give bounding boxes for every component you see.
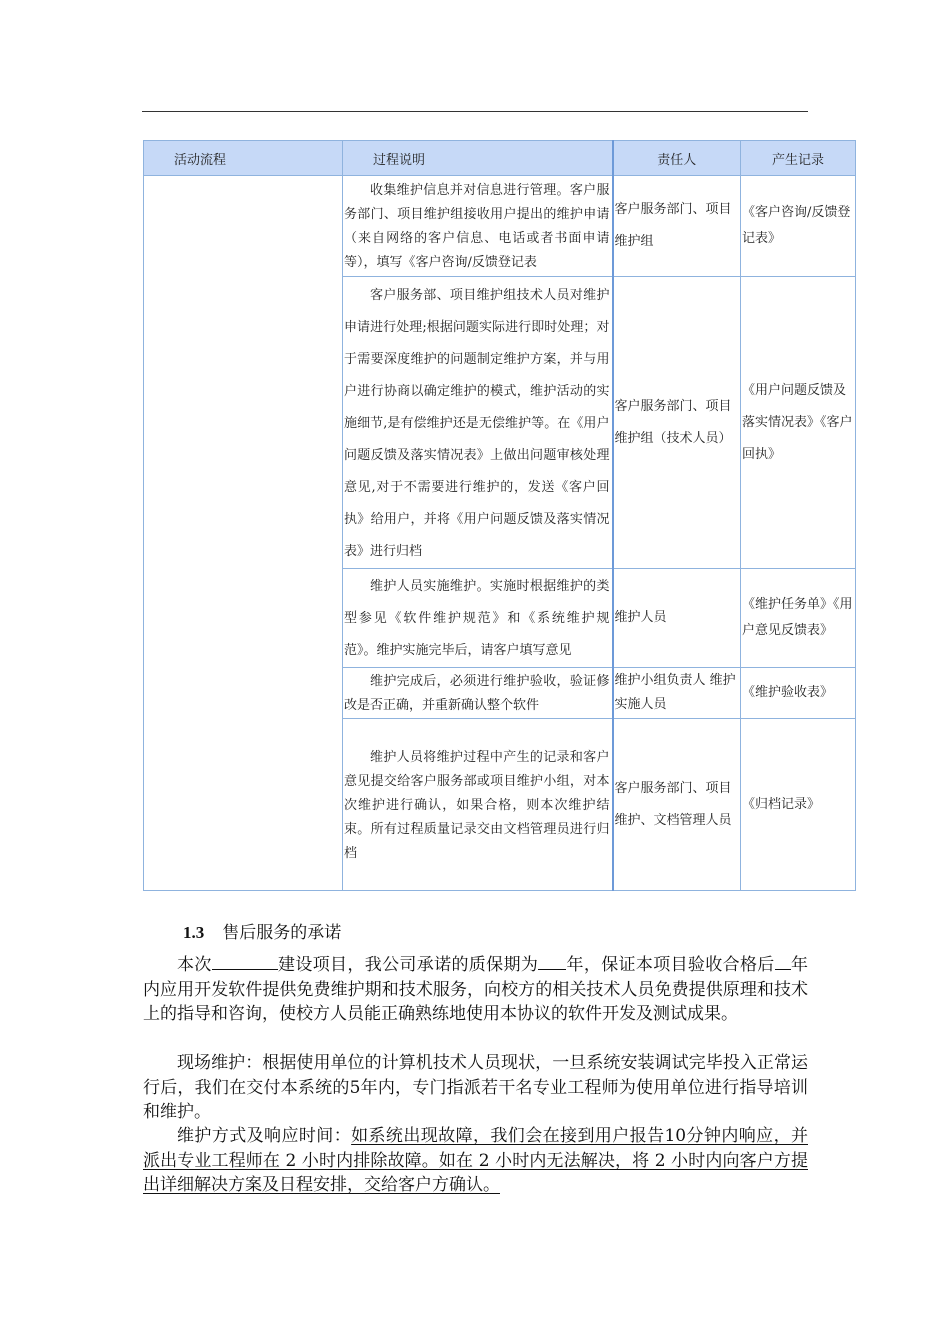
- response-commitment: 如系统出现故障，我们会在接到用户报告10分钟内响应，并派出专业工程师在 2 小时内排除故障。如在 2 小时内无法解决，将 2 小时内向客户方提出详细解决方案及日程安排，交给客户方确认。: [143, 1126, 808, 1195]
- maintenance-process-table: [143, 140, 856, 891]
- warranty-text: 本次: [177, 955, 212, 975]
- responsible-cell: 客户服务部门、项目维护组（技术人员）: [613, 277, 741, 569]
- records-cell: 《归档记录》: [741, 719, 856, 891]
- response-label: 维护方式及响应时间：: [177, 1126, 352, 1146]
- paragraph-onsite: 现场维护：根据使用单位的计算机技术人员现状，一旦系统安装调试完毕投入正常运行后，我们在交付本系统的5年内，专门指派若干名专业工程师为使用单位进行指导培训和维护。: [143, 1053, 808, 1122]
- section-heading: [183, 918, 341, 943]
- records-cell: 《用户问题反馈及落实情况表》《客户回执》: [741, 277, 856, 569]
- paragraph-warranty: [143, 953, 808, 1027]
- header-process-description: 过程说明: [343, 141, 613, 176]
- header-activity-flow: 活动流程: [144, 141, 343, 176]
- responsible-cell: 客户服务部门、项目维护组: [613, 176, 741, 277]
- section-number: 1.3: [183, 923, 205, 942]
- records-cell: 《维护任务单》《用户意见反馈表》: [741, 569, 856, 668]
- table-header-row: [144, 141, 856, 176]
- records-cell: 《客户咨询/反馈登记表》: [741, 176, 856, 277]
- table-row: [144, 176, 856, 277]
- header-rule: [142, 111, 808, 112]
- process-description: 收集维护信息并对信息进行管理。客户服务部门、项目维护组接收用户提出的维护申请（来自网络的客户信息、电话或者书面申请等），填写《客户咨询/反馈登记表: [343, 176, 613, 277]
- responsible-cell: 客户服务部门、项目维护、文档管理人员: [613, 719, 741, 891]
- warranty-text: 年内应用开发软件提供免费维护期和技术服务，向校方的相关技术人员免费提供原理和技术上的指导和咨询，使校方人员能正确熟练地使用本协议的软件开发及测试成果。: [143, 955, 808, 1024]
- process-description: 维护人员实施维护。实施时根据维护的类型参见《软件维护规范》和《系统维护规范》。维护实施完毕后，请客户填写意见: [343, 569, 613, 668]
- process-description: 客户服务部、项目维护组技术人员对维护申请进行处理;根据问题实际进行即时处理；对于需要深度维护的问题制定维护方案，并与用户进行协商以确定维护的模式，维护活动的实施细节,是有偿维护还是无偿维护等。在《用户问题反馈及落实情况表》上做出问题审核处理意见,对于不需要进行维护的，发送《客户回执》给用户，并将《用户问题反馈及落实情况表》进行归档: [343, 277, 613, 569]
- header-responsible: 责任人: [613, 141, 741, 176]
- process-description: 维护人员将维护过程中产生的记录和客户意见提交给客户服务部或项目维护小组，对本次维护进行确认，如果合格，则本次维护结束。所有过程质量记录交由文档管理员进行归档: [343, 719, 613, 891]
- blank-project-name: [212, 968, 278, 970]
- records-cell: 《维护验收表》: [741, 668, 856, 719]
- warranty-text: 建设项目，我公司承诺的质保期为: [277, 955, 539, 975]
- paragraph-response: [143, 1124, 808, 1198]
- process-description: 维护完成后，必须进行维护验收，验证修改是否正确，并重新确认整个软件: [343, 668, 613, 719]
- responsible-cell: 维护小组负责人 维护实施人员: [613, 668, 741, 719]
- blank-warranty-years: [538, 968, 566, 970]
- blank-free-years: [775, 968, 791, 970]
- activity-flow-cell: [144, 176, 343, 891]
- header-records: 产生记录: [741, 141, 856, 176]
- section-title: 售后服务的承诺: [222, 923, 342, 943]
- responsible-cell: 维护人员: [613, 569, 741, 668]
- warranty-text: 年，保证本项目验收合格后: [566, 955, 775, 975]
